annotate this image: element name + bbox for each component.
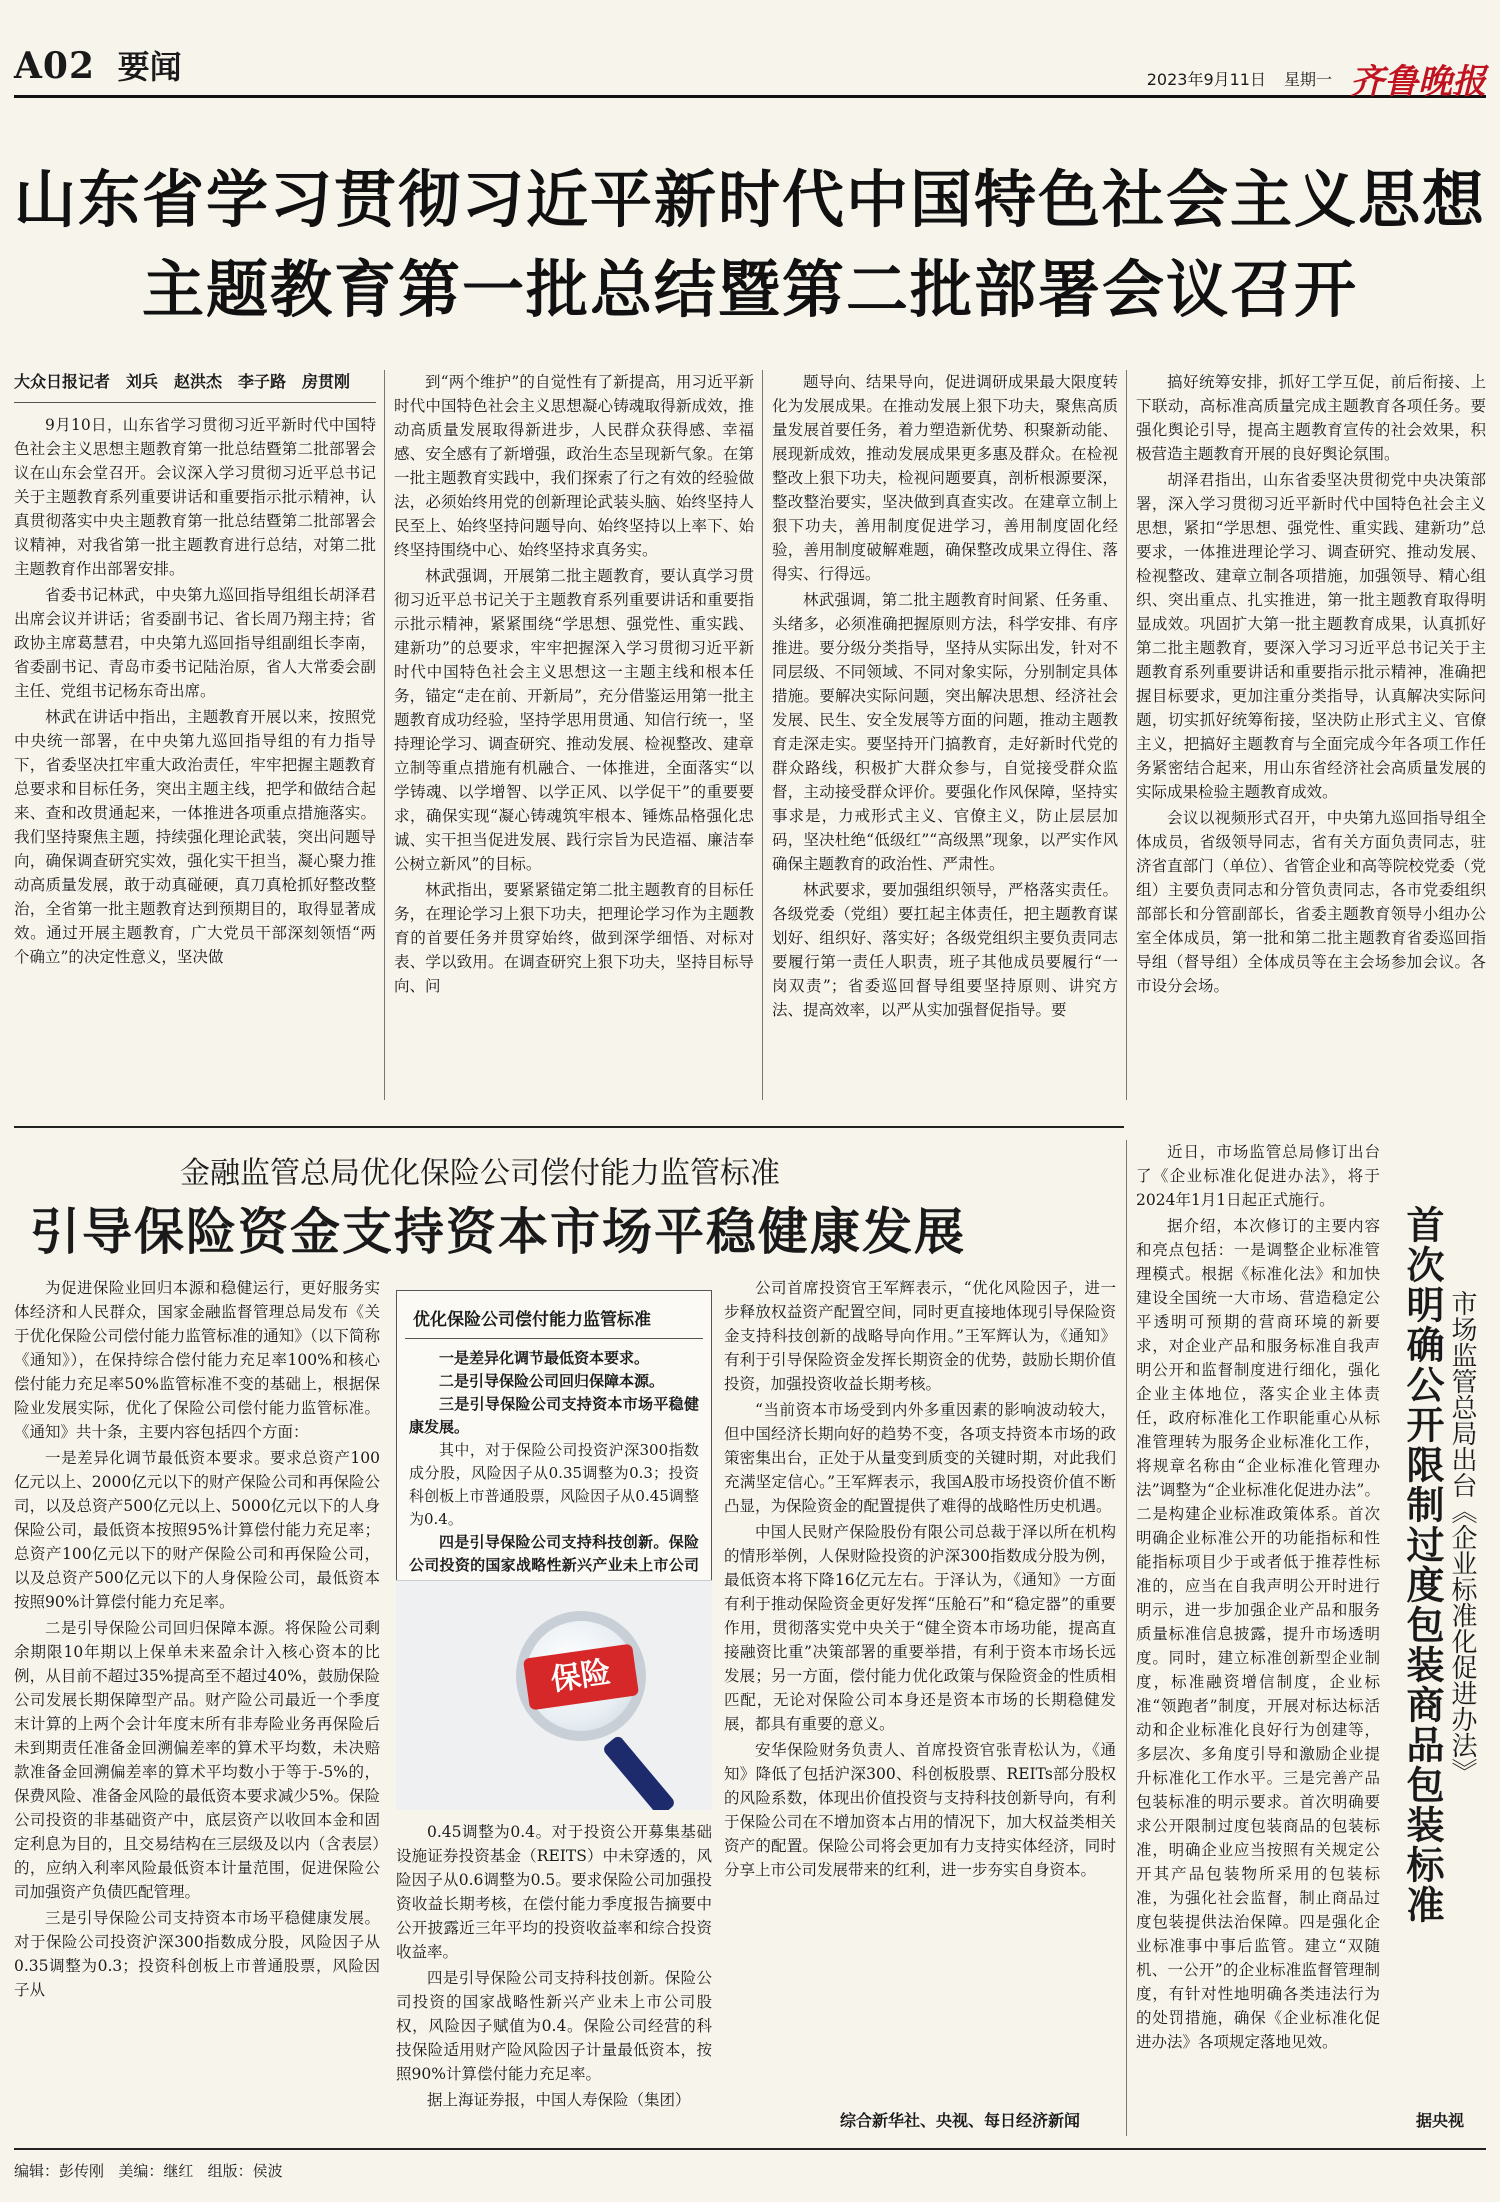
paragraph: 据上海证券报，中国人寿保险（集团） [427,2091,691,2109]
paragraph: 会议以视频形式召开，中央第九巡回指导组全体成员，省级领导同志，省有关方面负责同志，驻济省直部门（单位）、省管企业和高等院校党委（党组）主要负责同志和分管负责同志，各市党委组织部部长和分管副部长，省委主题教育领导小组办公室全体成员，第一批和第二批主题教育省委巡回指导组（督导组）全体成员等在主会场参加会议。各市设分会场。 [1136,809,1486,995]
column-divider [384,370,385,1100]
paragraph: 近日，市场监管总局修订出台了《企业标准化促进办法》，将于2024年1月1日起正式施行。 [1136,1143,1380,1209]
insurance-badge: 保险 [523,1644,639,1711]
finance-column-3 [724,1276,1116,2106]
brief-column [1136,1140,1380,2106]
highlight-item: 其中，对于保险公司投资沪深300指数成分股，风险因子从0.35调整为0.3；投资科创板上市普通股票，风险因子从0.45调整为0.4。 [409,1441,699,1528]
header-right [1147,54,1486,103]
paragraph: “当前资本市场受到内外多重因素的影响波动较大，但中国经济长期向好的趋势不变，各项支持资本市场的政策密集出台，正处于从量变到质变的关键时期，对此我们充满坚定信心。”王军辉表示，我国A股市场投资价值不断凸显，为保险资金的配置提供了难得的战略性历史机遇。 [724,1401,1116,1515]
lead-column-1 [14,370,376,1100]
page-number: A02 [14,45,96,87]
lead-title-line2: 主题教育第一批总结暨第二批部署会议召开 [141,253,1358,326]
finance-source: 综合新华社、央视、每日经济新闻 [840,2111,1081,2130]
finance-column-2-bottom [396,1820,712,2120]
column-divider [1126,370,1127,1100]
page-label [14,42,182,88]
paragraph: 林武要求，要加强组织领导，严格落实责任。各级党委（党组）要扛起主体责任，把主题教育谋划好、组织好、落实好；各级党组织主要负责同志要履行第一责任人职责，班子其他成员要履行“一岗双责”；省委巡回督导组要坚持原则、讲究方法、提高效率，以严从实加强督促指导。要 [772,881,1118,1019]
footer-layout: 组版：侯波 [207,2162,283,2180]
lead-title-line1: 山东省学习贯彻习近平新时代中国特色社会主义思想 [13,163,1486,236]
highlight-item: 四是引导保险公司支持科技创新。保险公司投资的国家战略性新兴产业未上市公司 [409,1533,699,1574]
footer-art: 美编：继红 [118,2162,194,2180]
paragraph: 到“两个维护”的自觉性有了新提高，用习近平新时代中国特色社会主义思想凝心铸魂取得新成效，推动高质量发展取得新进步，人民群众获得感、幸福感、安全感有了新增强，政治生态呈现新气象。在第一批主题教育实践中，我们探索了行之有效的经验做法，必须始终用党的创新理论武装头脑、始终坚持人民至上、始终坚持问题导向、始终坚持以上率下、始终坚持围绕中心、始终坚持求真务实。 [394,373,754,559]
finance-kicker: 金融监管总局优化保险公司偿付能力监管标准 [180,1156,780,1191]
highlight-item: 三是引导保险公司支持资本市场平稳健康发展。 [409,1395,699,1436]
paragraph: 一是差异化调节最低资本要求。要求总资产100亿元以上、2000亿元以下的财产保险公司和再保险公司，以及总资产500亿元以上、5000亿元以下的人身保险公司，最低资本按照95%计算偿付能力充足率；总资产100亿元以下的财产保险公司和再保险公司，以及总资产500亿元以下的人身保险公司，最低资本按照90%计算偿付能力充足率。 [14,1449,380,1611]
column-divider [1126,1140,1127,2136]
paragraph: 省委书记林武，中央第九巡回指导组组长胡泽君出席会议并讲话；省委副书记、省长周乃翔主持；省政协主席葛慧君，中央第九巡回指导组副组长李南，省委副书记、青岛市委书记陆治原，省人大常委会副主任、党组书记杨东奇出席。 [14,586,376,700]
magnifier-handle [602,1734,677,1810]
byline: 大众日报记者 刘兵 赵洪杰 李子路 房贯刚 [14,370,376,403]
paragraph: 公司首席投资官王军辉表示，“优化风险因子，进一步释放权益资产配置空间，同时更直接地体现引导保险资金支持科技创新的战略导向作用。”王军辉认为，《通知》有利于引导保险资金发挥长期资金的优势，鼓励长期价值投资，加强投资收益长期考核。 [724,1279,1116,1393]
lead-column-3 [772,370,1118,1100]
section-name: 要闻 [117,48,182,86]
insurance-magnifier-illustration [396,1580,712,1810]
paragraph: 题导向、结果导向，促进调研成果最大限度转化为发展成果。在推动发展上狠下功夫，聚焦高质量发展首要任务，着力塑造新优势、积聚新动能、展现新成效，推动发展成果更多惠及群众。在检视整改上狠下功夫，检视问题要真，剖析根源要深，整改整治要实，坚决做到真查实改。在建章立制上狠下功夫，善用制度促进学习，善用制度固化经验，善用制度破解难题，确保整改成果立得住、落得实、行得远。 [772,373,1118,583]
paragraph: 中国人民财产保险股份有限公司总裁于泽以所在机构的情形举例，人保财险投资的沪深300指数成分股为例，最低资本将下降16亿元左右。于泽认为，《通知》一方面有利于推动保险资金更好发挥“压舱石”和“稳定器”的重要作用，贯彻落实党中央关于“健全资本市场功能，提高直接融资比重”决策部署的重要举措，有利于资本市场长远发展；另一方面，偿付能力优化政策与保险资金的性质相匹配，无论对保险公司本身还是资本市场的长期稳健发展，都具有重要的意义。 [724,1523,1116,1733]
lead-column-2 [394,370,754,1100]
highlight-box-body [397,1339,711,1608]
highlight-box-title: 优化保险公司偿付能力监管标准 [405,1291,703,1339]
highlight-item: 二是引导保险公司回归保障本源。 [439,1372,665,1390]
paragraph: 四是引导保险公司支持科技创新。保险公司投资的国家战略性新兴产业未上市公司股权，风险因子赋值为0.4。保险公司经营的科技保险适用财产险风险因子计量最低资本，按照90%计算偿付能力充足率。 [396,1969,712,2083]
paragraph: 安华保险财务负责人、首席投资官张青松认为，《通知》降低了包括沪深300、科创板股票、REITs部分股权的风险系数，体现出价值投资与支持科技创新导向，有利于保险公司在不增加资本占用的情况下，加大权益类相关资产的配置。保险公司将会更加有力支持实体经济，同时分享上市公司发展带来的红利，进一步夯实自身资本。 [724,1741,1116,1879]
page-footer [14,2148,1486,2181]
paragraph: 为促进保险业回归本源和稳健运行，更好服务实体经济和人民群众，国家金融监督管理总局发布《关于优化保险公司偿付能力监管标准的通知》（以下简称《通知》），在保持综合偿付能力充足率100%和核心偿付能力充足率50%监管标准不变的基础上，根据保险业发展实际，优化了保险公司偿付能力监管标准。《通知》共十条，主要内容包括四个方面： [14,1279,380,1441]
paragraph: 据介绍，本次修订的主要内容和亮点包括：一是调整企业标准管理模式。根据《标准化法》和加快建设全国统一大市场、营造稳定公平透明可预期的营商环境的新要求，对企业产品和服务标准自我声明公开和监督制度进行细化，强化企业主体地位，落实企业主体责任，政府标准化工作职能重心从标准管理转为服务企业标准化工作，将规章名称由“企业标准化管理办法”调整为“企业标准化促进办法”。二是构建企业标准政策体系。首次明确企业标准公开的功能指标和性能指标项目少于或者低于推荐性标准的，应当在自我声明公开时进行明示，进一步加强企业产品和服务质量标准信息披露，提升市场透明度。同时，建立标准创新型企业制度，标准融资增信制度，企业标准“领跑者”制度，开展对标达标活动和企业标准化良好行为创建等，多层次、多角度引导和激励企业提升标准化工作水平。三是完善产品包装标准的明示要求。首次明确要求公开限制过度包装商品的包装标准，明确企业应当按照有关规定公开其产品包装物所采用的包装标准，为强化社会监督，制止商品过度包装提供法治保障。四是强化企业标准事中事后监管。建立“双随机、一公开”的企业标准监督管理制度，有针对性地明确各类违法行为的处罚措施，确保《企业标准化促进办法》各项规定落地见效。 [1136,1217,1380,2051]
highlight-item: 一是差异化调节最低资本要求。 [439,1349,650,1367]
lead-column-4 [1136,370,1486,1100]
paragraph: 胡泽君指出，山东省委坚决贯彻党中央决策部署，深入学习贯彻习近平新时代中国特色社会主义思想，紧扣“学思想、强党性、重实践、建新功”总要求，一体推进理论学习、调查研究、推动发展、检视整改、建章立制各项措施，加强领导、精心组织、突出重点、扎实推进，第一批主题教育取得明显成效。巩固扩大第一批主题教育成果，认真抓好第二批主题教育，要深入学习习近平总书记关于主题教育系列重要讲话和重要指示批示精神，准确把握目标要求，更加注重分类指导，认真解决实际问题，切实抓好统筹衔接，坚决防止形式主义、官僚主义，把搞好主题教育与全面完成今年各项工作任务紧密结合起来，用山东省经济社会高质量发展的实际成果检验主题教育成效。 [1136,471,1486,801]
brief-kicker: 市场监管总局出台《企业标准化促进办法》 [1447,1290,1477,1784]
footer-editor: 编辑：彭传刚 [14,2162,105,2180]
finance-title: 引导保险资金支持资本市场平稳健康发展 [30,1203,966,1261]
paragraph: 林武强调，开展第二批主题教育，要认真学习贯彻习近平总书记关于主题教育系列重要讲话和重要指示批示精神，紧紧围绕“学思想、强党性、重实践、建新功”的总要求，牢牢把握深入学习贯彻习近平新时代中国特色社会主义思想这一主题主线和根本任务，锚定“走在前、开新局”，充分借鉴运用第一批主题教育成功经验，坚持学思用贯通、知信行统一，坚持理论学习、调查研究、推动发展、检视整改、建章立制等重点措施有机融合、一体推进，全面落实“以学铸魂、以学增智、以学正风、以学促干”的重要要求，确保实现“凝心铸魂筑牢根本、锤炼品格强化忠诚、实干担当促进发展、践行宗旨为民造福、廉洁奉公树立新风”的目标。 [394,567,754,873]
paragraph: 9月10日，山东省学习贯彻习近平新时代中国特色社会主义思想主题教育第一批总结暨第二批部署会议在山东会堂召开。会议深入学习贯彻习近平总书记关于主题教育系列重要讲话和重要指示批示精神，认真贯彻落实中央主题教育第一批总结暨第二批部署会议精神，对我省第一批主题教育进行总结，对第二批主题教育作出部署安排。 [14,416,376,578]
paragraph: 林武强调，第二批主题教育时间紧、任务重、头绪多，必须准确把握原则方法，科学安排、有序推进。要分级分类指导，坚持从实际出发，针对不同层级、不同领域、不同对象实际，分别制定具体措施。要解决实际问题，突出解决思想、经济社会发展、民生、安全发展等方面的问题，推动主题教育走深走实。要坚持开门搞教育，走好新时代党的群众路线，积极扩大群众参与，自觉接受群众监督，主动接受群众评价。要强化作风保障，坚持实事求是，力戒形式主义、官僚主义，防止层层加码，坚决杜绝“低级红”“高级黑”现象，以严实作风确保主题教育的政治性、严肃性。 [772,591,1118,873]
paragraph: 搞好统筹安排，抓好工学互促，前后衔接、上下联动，高标准高质量完成主题教育各项任务。要强化舆论引导，提高主题教育宣传的社会效果，积极营造主题教育开展的良好舆论氛围。 [1136,373,1486,463]
brief-source: 据央视 [1416,2111,1465,2130]
issue-weekday: 星期一 [1283,70,1332,89]
section-divider [14,1126,1124,1128]
masthead [14,40,1486,102]
paragraph: 0.45调整为0.4。对于投资公开募集基础设施证券投资基金（REITS）中未穿透的，风险因子从0.6调整为0.5。要求保险公司加强投资收益长期考核，在偿付能力季度报告摘要中公开披露近三年平均的投资收益率和综合投资收益率。 [396,1823,712,1961]
brief-title: 首次明确公开限制过度包装商品包装标准 [1400,1205,1444,1925]
paragraph: 三是引导保险公司支持资本市场平稳健康发展。对于保险公司投资沪深300指数成分股，风险因子从0.35调整为0.3；投资科创板上市普通股票，风险因子从 [14,1909,380,1999]
finance-column-1 [14,1276,380,2136]
paragraph: 二是引导保险公司回归保障本源。将保险公司剩余期限10年期以上保单未来盈余计入核心资本的比例，从目前不超过35%提高至不超过40%，鼓励保险公司发展长期保障型产品。财产险公司最近一个季度末计算的上两个会计年度末所有非寿险业务再保险后未到期责任准备金回溯偏差率的算术平均数，未决赔款准备金回溯偏差率的算术平均数小于等于-5%的，保费风险、准备金风险的最低资本要求减少5%。保险公司投资的非基础资产中，底层资产以收回本金和固定利息为目的，且交易结构在三层级及以内（含表层）的，应纳入利率风险最低资本计量范围，促进保险公司加强资产负债匹配管理。 [14,1619,380,1901]
newspaper-logo: 齐鲁晚报 [1350,62,1486,102]
paragraph: 林武指出，要紧紧锚定第二批主题教育的目标任务，在理论学习上狠下功夫，把理论学习作为主题教育的首要任务并贯穿始终，做到深学细悟、对标对表、学以致用。在调查研究上狠下功夫，坚持目标导向、问 [394,881,754,995]
issue-date: 2023年9月11日 [1146,70,1266,89]
column-divider [762,370,763,1100]
paragraph: 林武在讲话中指出，主题教育开展以来，按照党中央统一部署，在中央第九巡回指导组的有力指导下，省委坚决扛牢重大政治责任，牢牢把握主题教育总要求和目标任务，突出主题主线，把学和做结合起来、查和改贯通起来，一体推进各项重点措施落实。我们坚持聚焦主题，持续强化理论武装，突出问题导向，确保调查研究实效，强化实干担当，凝心聚力推动高质量发展，敢于动真碰硬，真刀真枪抓好整改整治，全省第一批主题教育达到预期目的，取得显著成效。通过开展主题教育，广大党员干部深刻领悟“两个确立”的决定性意义，坚决做 [14,708,376,966]
